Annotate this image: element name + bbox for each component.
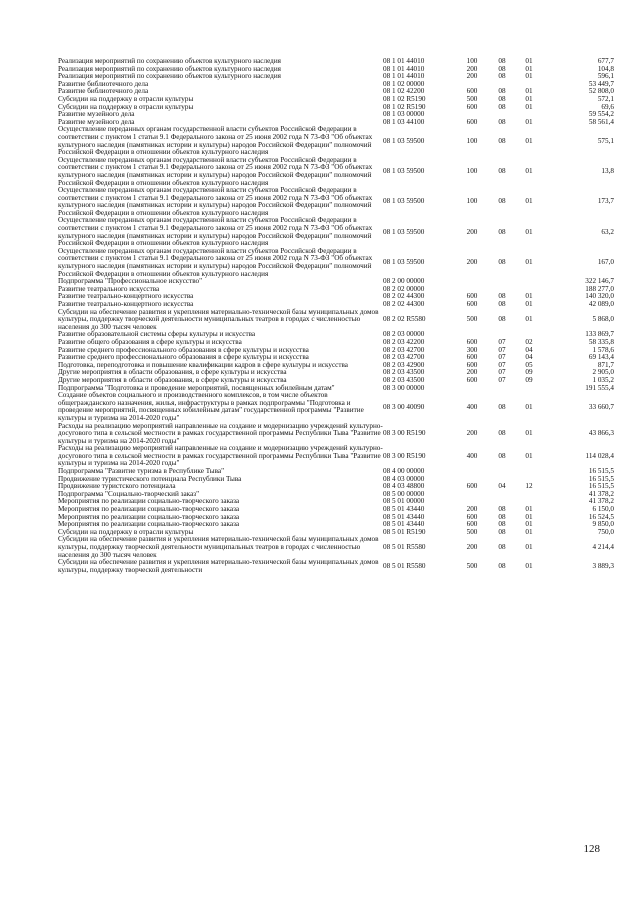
row-sum-cell: 1 035,2 (592, 375, 614, 384)
row-section-cell: 08 (498, 87, 506, 96)
row-expense-type-cell: 600 (466, 482, 478, 491)
row-code-cell: 08 5 01 43440 (383, 520, 425, 529)
row-expense-type-cell: 600 (466, 102, 478, 111)
row-name-cell: Продвижение туристского потенциала (58, 482, 176, 491)
row-expense-type-cell: 500 (466, 94, 478, 103)
row-code-cell: 08 4 00 00000 (383, 467, 425, 476)
row-expense-type-cell: 500 (466, 527, 478, 536)
row-subsection-cell: 01 (525, 292, 533, 301)
row-name-cell: Развитие среднего профессионального образования в сфере культуры и искусства (58, 345, 309, 354)
row-name-cell: Субсидии на поддержку в отрасли культуры (58, 102, 194, 111)
row-expense-type-cell: 500 (466, 315, 478, 324)
row-code-cell: 08 1 03 00000 (383, 110, 425, 119)
row-expense-type-cell: 600 (466, 512, 478, 521)
row-name-cell: Осуществление переданных органам государственной власти субъектов Российской Федерации в соответствии с пунктом 1 статьи 9.1 Федерального закона от 25 июня 2002 года N 73-ФЗ "Об объектах культурного наследия (памятниках истории и культуры) народов Российской Федерации" полномочий Российской Федерации в отношении объектов культурного наследия (58, 216, 373, 248)
row-subsection-cell: 01 (525, 315, 533, 324)
row-subsection-cell: 01 (525, 136, 533, 145)
row-code-cell: 08 2 02 00000 (383, 284, 425, 293)
row-section-cell: 07 (498, 337, 506, 346)
row-subsection-cell: 01 (525, 227, 533, 236)
row-sum-cell: 42 089,0 (588, 300, 614, 308)
row-code-cell: 08 2 03 43500 (383, 368, 425, 377)
row-subsection-cell: 04 (525, 345, 533, 354)
row-name-cell: Субсидии на обеспечение развития и укрепления материально-технической базы муниципальных домов культуры, поддержку творческой деятельности (58, 558, 379, 574)
row-name-cell: Осуществление переданных органам государственной власти субъектов Российской Федерации в соответствии с пунктом 1 статьи 9.1 Федерального закона от 25 июня 2002 года N 73-ФЗ "Об объектах культурного наследия (памятниках истории и культуры) народов Российской Федерации" полномочий Российской Федерации в отношении объектов культурного наследия (58, 186, 373, 217)
row-subsection-cell: 01 (525, 402, 533, 411)
row-name-cell: Осуществление переданных органам государственной власти субъектов Российской Федерации в соответствии с пунктом 1 статьи 9.1 Федерального закона от 25 июня 2002 года N 73-ФЗ "Об объектах культурного наследия (памятниках истории и культуры) народов Российской Федерации" полномочий Российской Федерации в отношении объектов культурного наследия (58, 155, 373, 187)
row-code-cell: 08 5 01 R5580 (383, 561, 426, 570)
row-expense-type-cell: 600 (466, 375, 478, 384)
row-expense-type-cell: 600 (466, 87, 478, 96)
row-subsection-cell: 01 (525, 117, 533, 126)
row-expense-type-cell: 100 (466, 136, 478, 145)
row-code-cell: 08 2 00 00000 (383, 277, 425, 286)
row-name-cell: Подпрограмма "Профессиональное искусство" (58, 277, 203, 286)
row-name-cell: Реализация мероприятий по сохранению объектов культурного наследия (58, 72, 281, 81)
row-name-cell: Субсидии на поддержку в отрасли культуры (58, 94, 194, 103)
row-expense-type-cell (453, 491, 491, 499)
row-section-cell: 08 (498, 429, 506, 438)
row-subsection-cell (513, 385, 545, 393)
row-expense-type-cell (453, 385, 491, 393)
row-expense-type-cell: 100 (466, 167, 478, 176)
row-expense-type-cell (453, 278, 491, 286)
row-expense-type-cell: 200 (466, 64, 478, 73)
row-section-cell: 07 (498, 353, 506, 362)
table-row (58, 104, 614, 112)
row-expense-type-cell: 500 (466, 561, 478, 570)
row-sum-cell: 59 554,2 (588, 110, 614, 119)
row-sum-cell: 52 808,0 (588, 87, 614, 96)
row-sum-cell: 69 143,4 (588, 353, 614, 362)
row-code-cell: 08 3 00 40090 (383, 402, 425, 411)
row-name-cell: Другие мероприятия в области образования, в сфере культуры и искусства (58, 375, 287, 384)
table-row (58, 423, 614, 446)
row-section-cell: 08 (498, 117, 506, 126)
row-name-cell: Другие мероприятия в области образования, в сфере культуры и искусства (58, 368, 287, 377)
row-sum-cell: 69,6 (601, 102, 614, 111)
row-name-cell: Развитие театрально-концертного искусства (58, 292, 194, 301)
row-subsection-cell: 02 (525, 337, 533, 346)
row-subsection-cell: 01 (525, 64, 533, 73)
row-name-cell: Субсидии на обеспечение развития и укрепления материально-технической базы муниципальных домов культуры, поддержку творческой деятельности муниципальных театров в городах с численностью населения до 300 тысяч человек (58, 307, 379, 331)
row-subsection-cell (513, 278, 545, 286)
row-expense-type-cell: 600 (466, 117, 478, 126)
row-subsection-cell: 01 (525, 561, 533, 570)
row-code-cell: 08 5 01 R5580 (383, 543, 426, 551)
row-name-cell: Развитие среднего профессионального образования в сфере культуры и искусства (58, 353, 309, 362)
row-code-cell: 08 5 01 43440 (383, 505, 425, 514)
row-subsection-cell: 09 (525, 375, 533, 384)
row-subsection-cell: 01 (525, 167, 533, 176)
row-section-cell: 07 (498, 345, 506, 354)
row-name-cell: Подпрограмма "Развитие туризма в Республике Тыва" (58, 467, 225, 476)
row-code-cell: 08 1 03 59500 (383, 227, 425, 236)
row-code-cell: 08 2 03 42700 (383, 353, 425, 362)
row-subsection-cell: 09 (525, 368, 533, 377)
row-expense-type-cell: 600 (466, 300, 478, 308)
row-expense-type-cell: 600 (466, 360, 478, 369)
row-section-cell: 08 (498, 227, 506, 236)
row-sum-cell: 191 555,4 (585, 383, 614, 392)
row-code-cell: 08 1 01 44010 (383, 64, 425, 73)
row-code-cell: 08 1 01 44010 (383, 72, 425, 81)
row-code-cell: 08 1 03 59500 (383, 197, 425, 206)
row-expense-type-cell: 200 (466, 72, 478, 81)
row-section-cell: 08 (498, 72, 506, 81)
row-subsection-cell: 01 (525, 258, 533, 267)
row-sum-cell: 6 150,0 (592, 505, 614, 514)
row-section-cell: 08 (498, 315, 506, 324)
row-name-cell: Субсидии на поддержку в отрасли культуры (58, 527, 194, 536)
row-section-cell: 08 (498, 102, 506, 111)
row-section-cell: 07 (498, 360, 506, 369)
row-code-cell: 08 4 03 48800 (383, 482, 425, 491)
row-name-cell: Мероприятия по реализации социально-творческого заказа (58, 505, 240, 514)
row-sum-cell: 16 515,5 (588, 482, 614, 491)
row-subsection-cell: 01 (525, 94, 533, 103)
row-section-cell: 08 (498, 197, 506, 206)
row-expense-type-cell: 100 (466, 57, 478, 65)
table-row (58, 559, 614, 574)
row-code-cell: 08 1 02 R5190 (383, 102, 426, 111)
row-name-cell: Подпрограмма "Подготовка и проведение мероприятий, посвященных юбилейным датам" (58, 383, 335, 392)
row-name-cell: Развитие музейного дела (58, 110, 135, 119)
row-section-cell: 08 (498, 512, 506, 521)
row-expense-type-cell: 300 (466, 345, 478, 354)
row-section-cell: 08 (498, 167, 506, 176)
row-expense-type-cell: 600 (466, 353, 478, 362)
row-section-cell: 08 (498, 402, 506, 411)
row-sum-cell: 43 866,3 (588, 429, 614, 438)
row-subsection-cell: 01 (525, 87, 533, 96)
row-code-cell: 08 1 02 R5190 (383, 94, 426, 103)
row-section-cell: 07 (498, 368, 506, 377)
row-code-cell: 08 2 02 R5580 (383, 315, 426, 324)
row-subsection-cell: 01 (525, 512, 533, 521)
row-code-cell: 08 4 03 00000 (383, 474, 425, 483)
row-name-cell: Расходы на реализацию мероприятий направленные на создание и модернизацию учреждений культурно-досугового типа в сельской местности в рамках государственной программы Республики Тыва "Развитие культуры и туризма на 2014-2020 годы" (58, 421, 383, 445)
row-section-cell: 08 (498, 527, 506, 536)
row-subsection-cell: 01 (525, 505, 533, 514)
row-sum-cell: 114 028,4 (585, 451, 614, 460)
row-subsection-cell: 01 (525, 451, 533, 460)
row-sum-cell: 5 868,0 (592, 315, 614, 324)
row-code-cell: 08 2 03 42700 (383, 345, 425, 354)
row-code-cell: 08 2 02 44300 (383, 292, 425, 301)
row-sum-cell: 140 320,0 (585, 292, 614, 301)
row-sum-cell: 16 515,5 (588, 474, 614, 483)
row-section-cell: 08 (498, 258, 506, 267)
row-name-cell: Развитие театрального искусства (58, 284, 160, 293)
row-name-cell: Развитие образовательной системы сферы культуры и искусства (58, 330, 256, 339)
row-expense-type-cell (453, 468, 491, 476)
row-expense-type-cell: 200 (466, 505, 478, 514)
row-section-cell: 08 (498, 136, 506, 145)
row-subsection-cell: 01 (525, 543, 533, 551)
row-sum-cell: 104,8 (597, 64, 614, 73)
row-subsection-cell: 12 (525, 482, 533, 491)
row-name-cell: Реализация мероприятий по сохранению объектов культурного наследия (58, 64, 281, 73)
row-section-cell: 08 (498, 57, 506, 65)
row-code-cell: 08 1 02 00000 (383, 79, 425, 88)
row-sum-cell: 4 214,4 (592, 543, 614, 551)
row-name-cell: Подготовка, переподготовка и повышение квалификации кадров в сфере культуры и искусства (58, 360, 348, 369)
row-expense-type-cell: 400 (466, 451, 478, 460)
row-subsection-cell: 05 (525, 360, 533, 369)
row-expense-type-cell: 200 (466, 543, 478, 551)
row-section-cell (491, 385, 513, 393)
row-code-cell: 08 1 02 42200 (383, 87, 425, 96)
row-code-cell: 08 1 03 44100 (383, 117, 425, 126)
row-code-cell: 08 2 03 42900 (383, 360, 425, 369)
row-name-cell: Развитие общего образования в сфере культуры и искусства (58, 337, 242, 346)
row-name-cell: Подпрограмма "Социально-творческий заказ" (58, 489, 200, 498)
row-name-cell: Осуществление переданных органам государственной власти субъектов Российской Федерации в соответствии с пунктом 1 статьи 9.1 Федерального закона от 25 июня 2002 года N 73-ФЗ "Об объектах культурного наследия (памятниках истории и культуры) народов Российской Федерации" полномочий Российской Федерации в отношении объектов культурного наследия (58, 246, 373, 278)
row-name-cell: Создание объектов социального и производственного комплексов, в том числе объектов общегражданского назначения, жилья, инфраструктуры в рамках подпрограммы "Подготовка и проведение мероприятий, посвященных юбилейным датам" государственной программы "Развитие культуры и туризма на 2014-2020 годы" (58, 391, 364, 422)
row-section-cell: 08 (498, 561, 506, 570)
row-name-cell: Развитие библиотечного дела (58, 79, 149, 88)
row-name-cell: Осуществление переданных органам государственной власти субъектов Российской Федерации в соответствии с пунктом 1 статьи 9.1 Федерального закона от 25 июня 2002 года N 73-ФЗ "Об объектах культурного наследия (памятниках истории и культуры) народов Российской Федерации" полномочий Российской Федерации в отношении объектов культурного наследия (58, 125, 373, 157)
row-name-cell: Развитие библиотечного дела (58, 87, 149, 96)
table-row (58, 445, 614, 468)
row-code-cell: 08 5 01 R5190 (383, 527, 426, 536)
row-sum-cell: 572,1 (597, 94, 614, 103)
row-section-cell: 08 (498, 94, 506, 103)
page-number: 128 (583, 843, 600, 855)
row-subsection-cell: 04 (525, 353, 533, 362)
row-expense-type-cell: 600 (466, 337, 478, 346)
row-section-cell: 08 (498, 451, 506, 460)
row-section-cell: 08 (498, 505, 506, 514)
row-sum-cell: 16 524,5 (588, 512, 614, 521)
row-name-cell: Реализация мероприятий по сохранению объектов культурного наследия (58, 57, 281, 65)
row-expense-type-cell: 200 (466, 258, 478, 267)
row-code-cell: 08 5 01 43440 (383, 512, 425, 521)
row-sum-cell: 9 850,0 (592, 520, 614, 529)
row-section-cell: 08 (498, 520, 506, 529)
table-row (58, 217, 614, 247)
row-name-cell: Развитие музейного дела (58, 117, 135, 126)
row-subsection-cell: 01 (525, 57, 533, 65)
row-sum-cell: 133 869,7 (585, 330, 614, 339)
row-sum-cell: 41 378,2 (588, 489, 614, 498)
row-section-cell: 08 (498, 300, 506, 308)
row-sum-cell: 58 561,4 (588, 117, 614, 126)
row-name-cell: Субсидии на обеспечение развития и укрепления материально-технической базы муниципальных домов культуры, поддержку творческой деятельности муниципальных театров в городах с численностью населения до 300 тысяч человек (58, 535, 379, 559)
budget-table-body (58, 58, 614, 574)
row-code-cell: 08 3 00 R5190 (383, 451, 426, 460)
row-sum-cell: 58 335,8 (588, 337, 614, 346)
row-code-cell: 08 1 03 59500 (383, 167, 425, 176)
budget-table (58, 58, 614, 574)
row-section-cell: 08 (498, 292, 506, 301)
row-sum-cell: 3 889,3 (592, 561, 614, 570)
row-section-cell: 07 (498, 375, 506, 384)
row-sum-cell: 1 578,6 (592, 345, 614, 354)
row-sum-cell: 173,7 (597, 197, 614, 206)
row-code-cell: 08 2 02 44300 (383, 300, 425, 308)
row-sum-cell: 16 515,5 (588, 467, 614, 476)
table-row (58, 392, 614, 422)
row-subsection-cell: 01 (525, 102, 533, 111)
row-name-cell: Развитие театрально-концертного искусства (58, 300, 194, 308)
row-sum-cell: 53 449,7 (588, 79, 614, 88)
row-section-cell: 04 (498, 482, 506, 491)
row-subsection-cell (513, 468, 545, 476)
row-sum-cell: 871,7 (597, 360, 614, 369)
row-subsection-cell: 01 (525, 300, 533, 308)
row-name-cell: Расходы на реализацию мероприятий направленные на создание и модернизацию учреждений культурно-досугового типа в сельской местности в рамках государственной программы Республики Тыва "Развитие культуры и туризма на 2014-2020 годы" (58, 444, 383, 468)
table-row (58, 309, 614, 332)
row-sum-cell: 41 378,2 (588, 497, 614, 506)
row-sum-cell: 167,0 (597, 258, 614, 267)
row-name-cell: Мероприятия по реализации социально-творческого заказа (58, 520, 240, 529)
row-expense-type-cell: 600 (466, 520, 478, 529)
row-expense-type-cell: 100 (466, 197, 478, 206)
row-sum-cell: 188 277,0 (585, 284, 614, 293)
row-subsection-cell: 01 (525, 527, 533, 536)
row-code-cell: 08 3 00 R5190 (383, 429, 426, 438)
row-subsection-cell (513, 491, 545, 499)
row-sum-cell: 63,2 (601, 227, 614, 236)
row-code-cell: 08 2 03 43500 (383, 375, 425, 384)
row-expense-type-cell: 400 (466, 402, 478, 411)
row-sum-cell: 2 905,0 (592, 368, 614, 377)
row-expense-type-cell: 200 (466, 368, 478, 377)
row-sum-cell: 750,0 (597, 527, 614, 536)
row-code-cell: 08 1 03 59500 (383, 136, 425, 145)
row-code-cell: 08 5 00 00000 (383, 489, 425, 498)
row-expense-type-cell: 600 (466, 292, 478, 301)
row-code-cell: 08 5 01 00000 (383, 497, 425, 506)
row-sum-cell: 13,8 (601, 167, 614, 176)
row-code-cell: 08 1 01 44010 (383, 57, 425, 65)
row-section-cell (491, 468, 513, 476)
row-subsection-cell: 01 (525, 520, 533, 529)
row-sum-cell: 677,7 (597, 57, 614, 65)
row-code-cell: 08 2 03 42200 (383, 337, 425, 346)
row-name-cell: Продвижение туристического потенциала Республики Тыва (58, 474, 242, 483)
row-section-cell (491, 491, 513, 499)
row-section-cell: 08 (498, 543, 506, 551)
row-section-cell (491, 278, 513, 286)
row-subsection-cell: 01 (525, 72, 533, 81)
table-row (58, 126, 614, 156)
row-subsection-cell: 01 (525, 197, 533, 206)
row-sum-cell: 575,1 (597, 136, 614, 145)
row-code-cell: 08 1 03 59500 (383, 258, 425, 267)
row-section-cell: 08 (498, 64, 506, 73)
row-code-cell: 08 3 00 00000 (383, 383, 425, 392)
row-sum-cell: 33 660,7 (588, 402, 614, 411)
table-row (58, 187, 614, 217)
table-row (58, 157, 614, 187)
row-name-cell: Мероприятия по реализации социально-творческого заказа (58, 512, 240, 521)
table-row (58, 536, 614, 559)
row-sum-cell: 322 146,7 (585, 277, 614, 286)
row-expense-type-cell: 200 (466, 227, 478, 236)
row-name-cell: Мероприятия по реализации социально-творческого заказа (58, 497, 240, 506)
row-code-cell: 08 2 03 00000 (383, 330, 425, 339)
table-row (58, 248, 614, 278)
row-subsection-cell: 01 (525, 429, 533, 438)
row-sum-cell: 596,1 (597, 72, 614, 81)
row-expense-type-cell: 200 (466, 429, 478, 438)
